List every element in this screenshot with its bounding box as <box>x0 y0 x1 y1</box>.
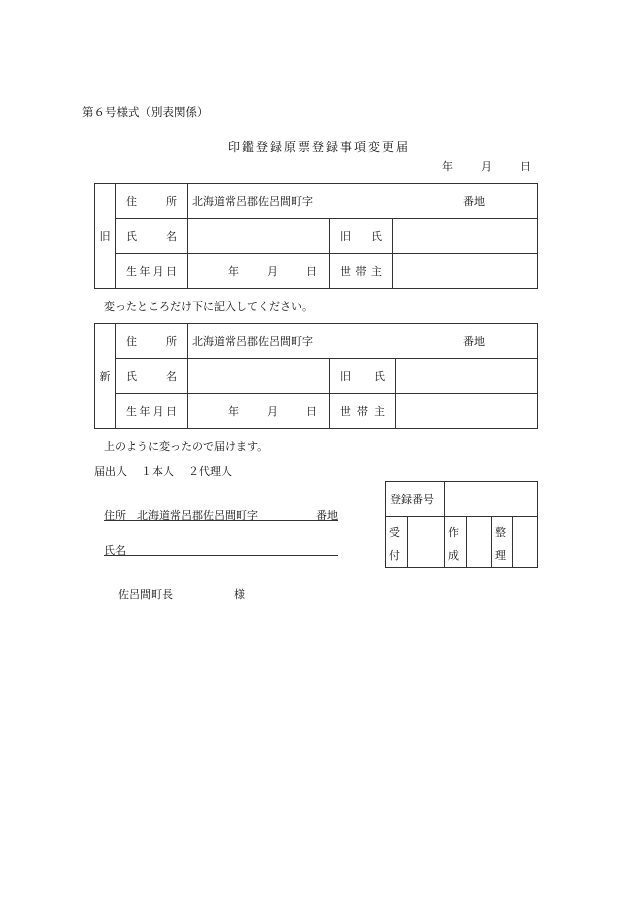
old-banchi-label: 番地 <box>463 195 486 208</box>
addressee-name: 佐呂間町長 <box>118 588 173 601</box>
date-header <box>442 158 531 174</box>
closing-text: 上のように変ったので届けます。 <box>104 440 269 453</box>
new-former-surname-field[interactable] <box>396 359 538 394</box>
applicant-label: 届出人 <box>94 465 127 478</box>
new-banchi-label: 番地 <box>463 335 486 348</box>
applicant-line <box>94 463 232 479</box>
new-birth-date-field[interactable]: 年 月 日 <box>188 394 330 429</box>
registration-number-label: 登録番号 <box>386 482 445 517</box>
applicant-address-label: 住所 北海道常呂郡佐呂間町字 <box>104 509 258 522</box>
old-former-surname-field[interactable] <box>393 219 538 254</box>
old-birth-label-cell: 生 年 月 日 <box>116 254 188 289</box>
year-label: 年 <box>442 160 453 173</box>
arranged-field[interactable] <box>513 517 538 568</box>
old-birth-date-field[interactable]: 年 月 日 <box>188 254 330 289</box>
instruction-text: 変ったところだけ下に記入してください。 <box>104 300 313 313</box>
new-household-field[interactable] <box>396 394 538 429</box>
received-label: 受 付 <box>386 517 408 568</box>
created-label: 作 成 <box>445 517 467 568</box>
form-number: 第６号様式（別表関係） <box>82 105 209 119</box>
old-household-field[interactable] <box>393 254 538 289</box>
applicant-option-agent[interactable]: ２代理人 <box>188 465 232 478</box>
old-address-field[interactable] <box>188 184 538 219</box>
registration-number-field[interactable] <box>445 482 538 517</box>
new-info-table <box>94 323 538 429</box>
old-address-value: 北海道常呂郡佐呂間町字 <box>192 195 313 208</box>
old-name-field[interactable] <box>188 219 330 254</box>
new-address-label-cell: 住 所 <box>116 324 188 359</box>
new-address-field[interactable] <box>188 324 538 359</box>
addressee-honorific: 様 <box>234 588 245 601</box>
old-info-table <box>94 183 538 289</box>
old-name-label-cell: 氏 名 <box>116 219 188 254</box>
new-name-label-cell: 氏 名 <box>116 359 188 394</box>
new-former-surname-label: 旧 氏 <box>330 359 396 394</box>
day-label: 日 <box>520 160 531 173</box>
new-name-field[interactable] <box>188 359 330 394</box>
applicant-option-self[interactable]: １本人 <box>141 465 174 478</box>
applicant-name-underline[interactable] <box>104 555 338 556</box>
old-former-surname-label: 旧 氏 <box>330 219 393 254</box>
received-field[interactable] <box>408 517 445 568</box>
new-birth-label-cell: 生 年 月 日 <box>116 394 188 429</box>
arranged-label: 整 理 <box>492 517 513 568</box>
month-label: 月 <box>481 160 492 173</box>
new-household-label: 世 帯 主 <box>330 394 396 429</box>
applicant-banchi-label: 番地 <box>316 509 338 522</box>
form-title: 印鑑登録原票登録事項変更届 <box>228 140 411 154</box>
old-side-label: 旧 <box>95 184 116 289</box>
applicant-address-underline[interactable] <box>104 520 338 521</box>
old-household-label: 世 帯 主 <box>330 254 393 289</box>
new-address-value: 北海道常呂郡佐呂間町字 <box>192 335 313 348</box>
new-side-label: 新 <box>95 324 116 429</box>
office-use-box <box>385 481 538 568</box>
old-address-label-cell: 住 所 <box>116 184 188 219</box>
applicant-name-label: 氏名 <box>104 544 126 557</box>
created-field[interactable] <box>467 517 492 568</box>
